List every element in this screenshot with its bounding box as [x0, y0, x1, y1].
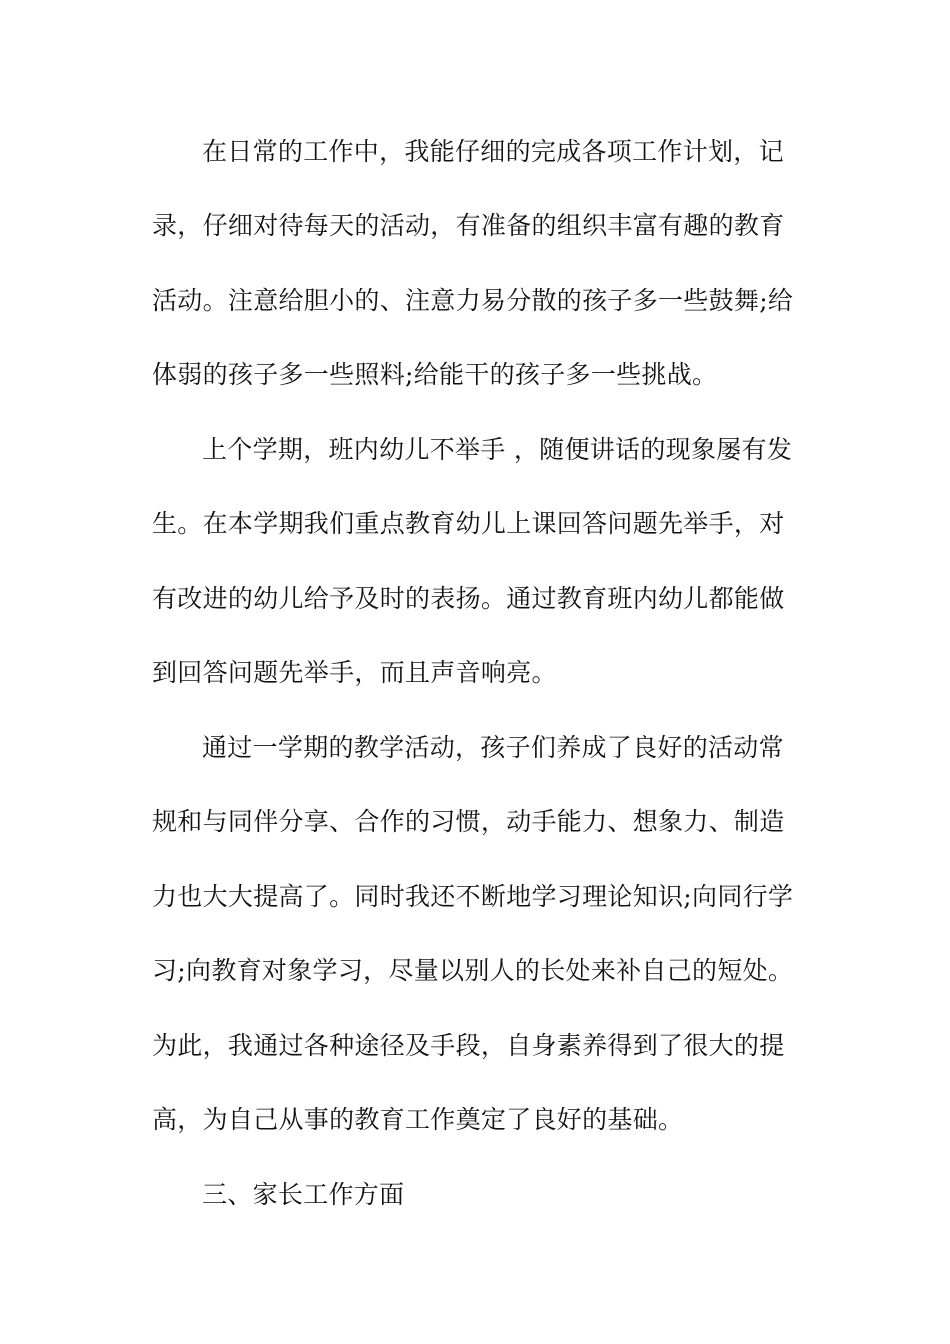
- text-line: 上个学期，班内幼儿不举手 ，随便讲话的现象屡有发: [202, 435, 793, 464]
- text-line: 力也大大提高了。同时我还不断地学习理论知识;向同行学: [152, 882, 794, 911]
- text-line: 通过一学期的教学活动，孩子们养成了良好的活动常: [202, 733, 784, 762]
- text-line: 录，仔细对待每天的活动，有准备的组织丰富有趣的教育: [152, 211, 785, 240]
- text-line: 到回答问题先举手，而且声音响亮。: [152, 658, 557, 687]
- text-line: 在日常的工作中，我能仔细的完成各项工作计划，记: [202, 137, 784, 166]
- text-line: 生。在本学期我们重点教育幼儿上课回答问题先举手，对: [152, 509, 785, 538]
- text-line: 体弱的孩子多一些照料;给能干的孩子多一些挑战。: [152, 360, 718, 389]
- text-line: 为此，我通过各种途径及手段，自身素养得到了很大的提: [152, 1031, 785, 1060]
- text-line: 习;向教育对象学习，尽量以别人的长处来补自己的短处。: [152, 956, 794, 985]
- text-line: 高，为自己从事的教育工作奠定了良好的基础。: [152, 1105, 684, 1134]
- text-line: 规和与同伴分享、合作的习惯，动手能力、想象力、制造: [152, 807, 785, 836]
- text-line: 有改进的幼儿给予及时的表扬。通过教育班内幼儿都能做: [152, 584, 785, 613]
- text-line: 活动。注意给胆小的、注意力易分散的孩子多一些鼓舞;给: [152, 286, 794, 315]
- section-heading: 三、家长工作方面: [202, 1180, 405, 1209]
